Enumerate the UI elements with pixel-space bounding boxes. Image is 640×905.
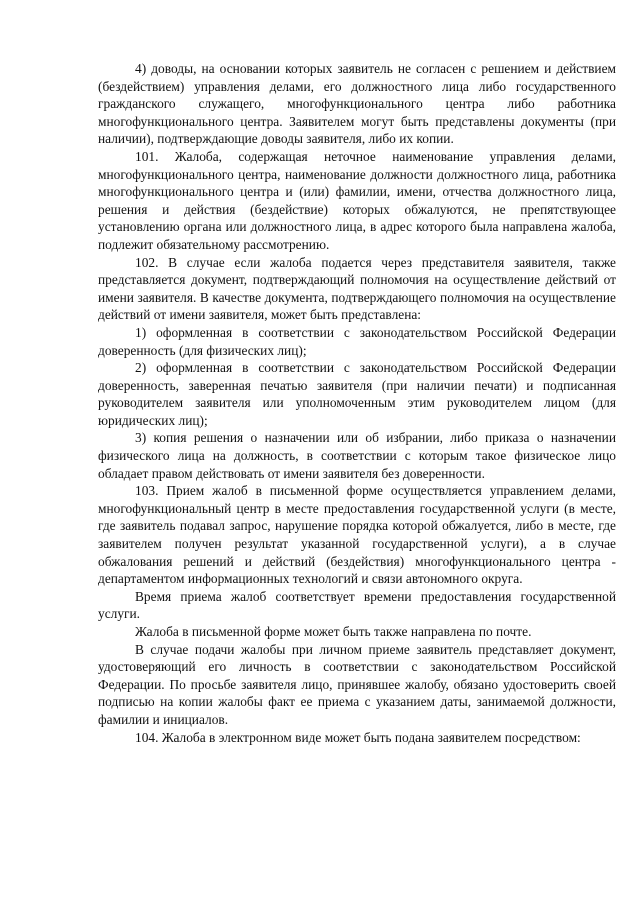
paragraph-reception-time: Время приема жалоб соответствует времени предоставления государственной услуги.: [98, 588, 616, 622]
paragraph-personal-reception: В случае подачи жалобы при личном приеме заявитель представляет документ, удостоверяющий его личность в соответствии с законодательством Российской Федерации. По просьбе заявителя лицо, принявшее жалобу, обязано удостоверить своей подписью на копии жалобы факт ее приема с указанием даты, занимаемой должности, фамилии и инициалов.: [98, 641, 616, 727]
paragraph-mail-submission: Жалоба в письменной форме может быть также направлена по почте.: [135, 624, 532, 639]
paragraph-102-item-1: 1) оформленная в соответствии с законодательством Российской Федерации доверенность (для физических лиц);: [98, 324, 616, 358]
paragraph-102-item-2: 2) оформленная в соответствии с законодательством Российской Федерации доверенность, заверенная печатью заявителя (при наличии печати) и подписанная руководителем заявителя или уполномоченным этим руководителем лицом (для юридических лиц);: [98, 360, 616, 428]
paragraph-102-item-3: 3) копия решения о назначении или об избрании, либо приказа о назначении физического лица на должность, в соответствии с которым такое физическое лицо обладает правом действовать от имени заявителя без доверенности.: [98, 430, 616, 481]
paragraph-item-4-arguments: 4) доводы, на основании которых заявитель не согласен с решением и действием (бездействием) управления делами, его должностного лица либо государственного гражданского служащего, многофункционального центра либо работника многофункционального центра. Заявителем могут быть представлены документы (при наличии), подтверждающие доводы заявителя, либо их копии.: [98, 61, 616, 147]
paragraph-102: 102. В случае если жалоба подается через представителя заявителя, также представляется документ, подтверждающий полномочия на осуществление действий от имени заявителя. В качестве документа, подтверждающего полномочия на осуществление действий от имени заявителя, может быть представлена:: [98, 254, 616, 323]
paragraph-103: 103. Прием жалоб в письменной форме осуществляется управлением делами, многофункциональный центр в месте предоставления государственной услуги (в месте, где заявитель подавал запрос, нарушение порядка которой обжалуется, либо в месте, где заявителем получен результат указанной государственной услуги), а в случае обжалования решений и действий (бездействия) многофункционального центра - департаментом информационных технологий и связи автономного округа.: [98, 483, 616, 587]
paragraph-101: 101. Жалоба, содержащая неточное наименование управления делами, многофункционального центра, наименование должности должностного лица, работника многофункционального центра и (или) фамилии, имени, отчества должностного лица, решения и действия (бездействие) которых обжалуются, не препятствующее установлению органа или должностного лица, в адрес которого была направлена жалоба, подлежит обязательному рассмотрению.: [98, 148, 616, 252]
paragraph-104: 104. Жалоба в электронном виде может быть подана заявителем посредством:: [135, 729, 581, 745]
document-page: [98, 60, 616, 746]
